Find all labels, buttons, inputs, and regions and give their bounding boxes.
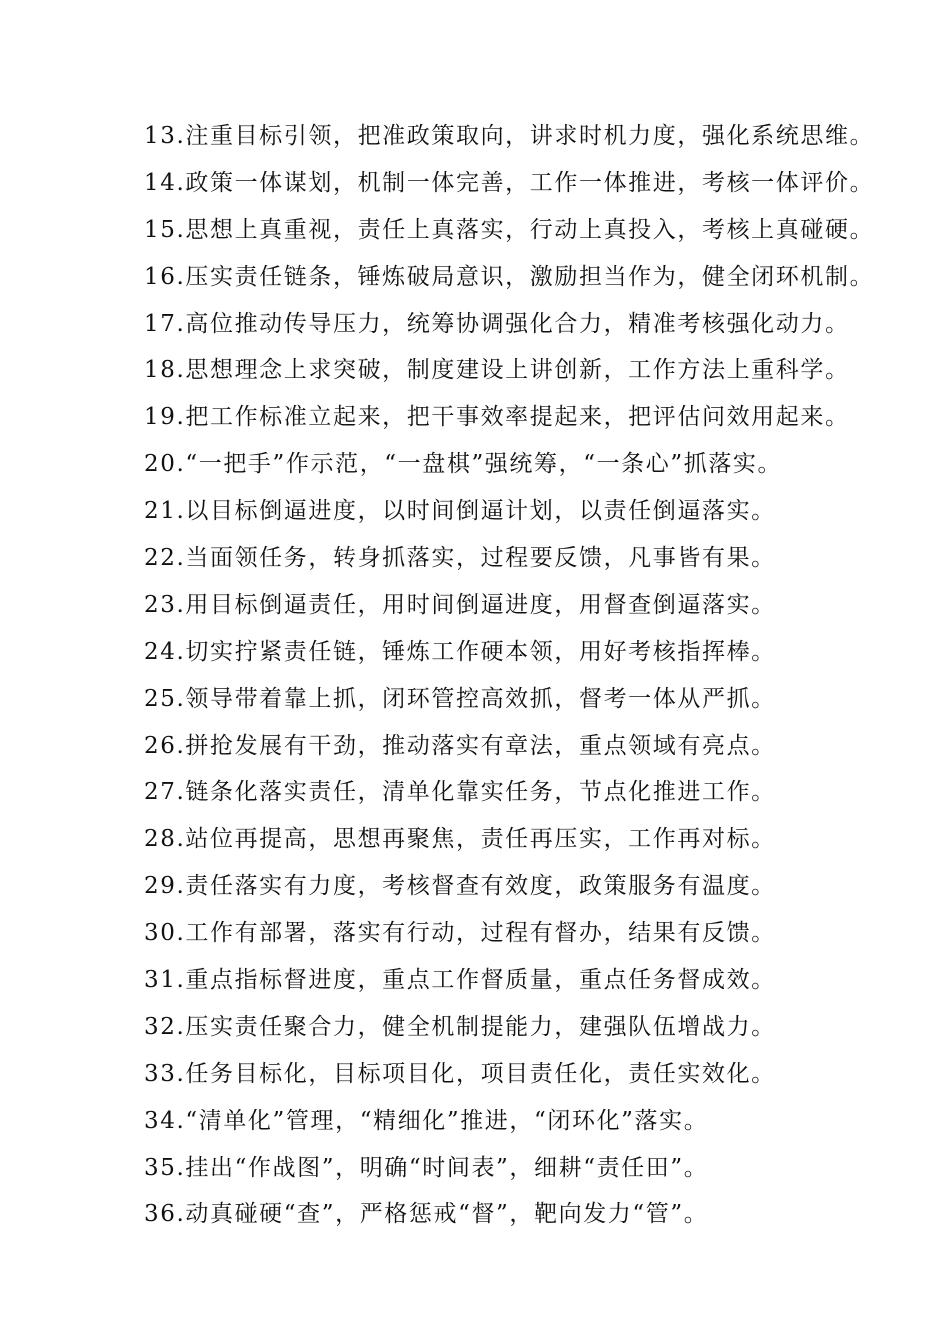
list-item: 35.挂出“作战图”，明确“时间表”，细耕“责任田”。 (144, 1154, 709, 1181)
list-item: 21.以目标倒逼进度，以时间倒逼计划，以责任倒逼落实。 (144, 498, 776, 525)
list-item: 25.领导带着靠上抓，闭环管控高效抓，督考一体从严抓。 (144, 685, 776, 712)
list-item: 24.切实拧紧责任链，锤炼工作硬本领，用好考核指挥棒。 (144, 638, 776, 665)
list-item: 20.“一把手”作示范，“一盘棋”强统筹，“一条心”抓落实。 (144, 451, 783, 478)
list-item: 32.压实责任聚合力，健全机制提能力，建强队伍增战力。 (144, 1013, 776, 1040)
slogan-list (144, 113, 934, 1238)
list-item: 16.压实责任链条，锤炼破局意识，激励担当作为，健全闭环机制。 (144, 263, 875, 290)
list-item: 31.重点指标督进度，重点工作督质量，重点任务督成效。 (144, 967, 776, 994)
list-item: 34.“清单化”管理，“精细化”推进，“闭环化”落实。 (144, 1107, 709, 1134)
list-item: 23.用目标倒逼责任，用时间倒逼进度，用督查倒逼落实。 (144, 591, 776, 618)
list-item: 27.链条化落实责任，清单化靠实任务，节点化推进工作。 (144, 779, 776, 806)
list-item: 28.站位再提高，思想再聚焦，责任再压实，工作再对标。 (144, 826, 776, 853)
list-item: 33.任务目标化，目标项目化，项目责任化，责任实效化。 (144, 1060, 776, 1087)
list-item: 17.高位推动传导压力，统筹协调强化合力，精准考核强化动力。 (144, 310, 850, 337)
list-item: 14.政策一体谋划，机制一体完善，工作一体推进，考核一体评价。 (144, 169, 875, 196)
list-item: 13.注重目标引领，把准政策取向，讲求时机力度，强化系统思维。 (144, 123, 875, 149)
list-item: 29.责任落实有力度，考核督查有效度，政策服务有温度。 (144, 873, 776, 900)
list-item: 26.拼抢发展有干劲，推动落实有章法，重点领域有亮点。 (144, 732, 776, 759)
list-item: 18.思想理念上求突破，制度建设上讲创新，工作方法上重科学。 (144, 357, 850, 384)
list-item: 36.动真碰硬“查”，严格惩戒“督”，靶向发力“管”。 (144, 1201, 709, 1228)
list-item: 19.把工作标准立起来，把干事效率提起来，把评估问效用起来。 (144, 404, 850, 431)
list-item: 22.当面领任务，转身抓落实，过程要反馈，凡事皆有果。 (144, 545, 776, 572)
list-item: 15.思想上真重视，责任上真落实，行动上真投入，考核上真碰硬。 (144, 216, 875, 243)
list-item: 30.工作有部署，落实有行动，过程有督办，结果有反馈。 (144, 920, 776, 947)
